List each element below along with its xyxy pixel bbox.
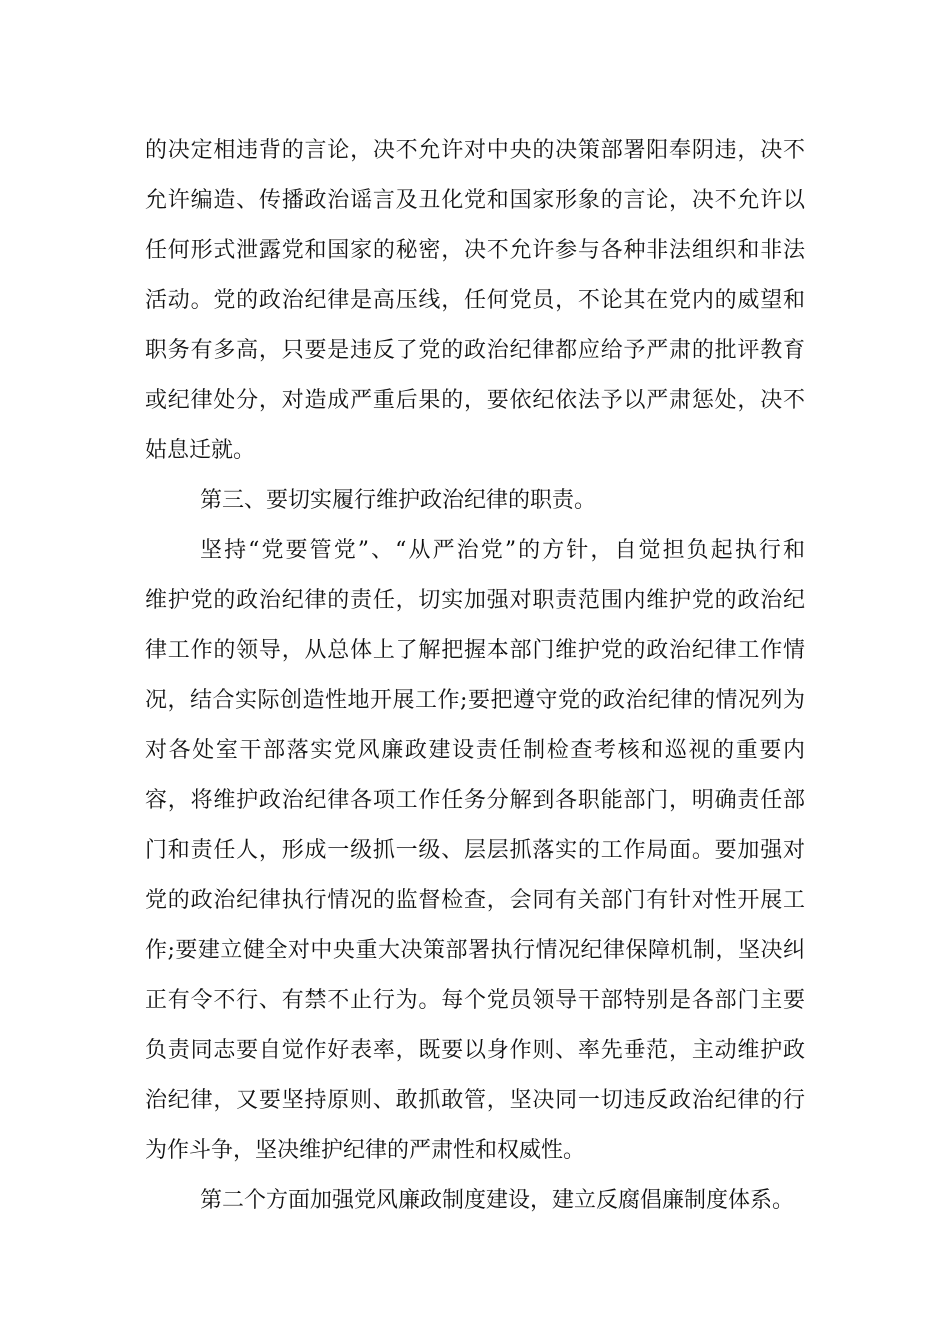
text-line: 负责同志要自觉作好表率，既要以身作则、率先垂范，主动维护政 [145, 1038, 805, 1063]
text-line: 党的政治纪律执行情况的监督检查，会同有关部门有针对性开展工 [145, 888, 805, 913]
text-line: 门和责任人，形成一级抓一级、层层抓落实的工作局面。要加强对 [145, 838, 805, 863]
text-line: 活动。党的政治纪律是高压线，任何党员，不论其在党内的威望和 [145, 288, 805, 313]
text-line: 律工作的领导，从总体上了解把握本部门维护党的政治纪律工作情 [145, 638, 805, 663]
text-line: 职务有多高，只要是违反了党的政治纪律都应给予严肃的批评教育 [145, 338, 805, 363]
text-line: 况，结合实际创造性地开展工作;要把遵守党的政治纪律的情况列为 [145, 688, 805, 713]
text-line: 坚持“党要管党”、“从严治党”的方针，自觉担负起执行和 [200, 538, 805, 563]
text-line: 的决定相违背的言论，决不允许对中央的决策部署阳奉阴违，决不 [145, 138, 805, 163]
text-line: 治纪律，又要坚持原则、敢抓敢管，坚决同一切违反政治纪律的行 [145, 1088, 805, 1113]
section-heading: 第二个方面加强党风廉政制度建设，建立反腐倡廉制度体系。 [200, 1188, 795, 1213]
text-line: 允许编造、传播政治谣言及丑化党和国家形象的言论，决不允许以 [145, 188, 805, 213]
text-line: 对各处室干部落实党风廉政建设责任制检查考核和巡视的重要内 [145, 738, 805, 763]
text-line: 正有令不行、有禁不止行为。每个党员领导干部特别是各部门主要 [145, 988, 805, 1013]
text-line: 姑息迁就。 [145, 438, 256, 463]
text-line: 任何形式泄露党和国家的秘密，决不允许参与各种非法组织和非法 [145, 238, 805, 263]
text-line: 容，将维护政治纪律各项工作任务分解到各职能部门，明确责任部 [145, 788, 805, 813]
text-line: 为作斗争，坚决维护纪律的严肃性和权威性。 [145, 1138, 586, 1163]
text-line: 或纪律处分，对造成严重后果的，要依纪依法予以严肃惩处，决不 [145, 388, 805, 413]
section-heading: 第三、要切实履行维护政治纪律的职责。 [200, 488, 597, 513]
text-line: 维护党的政治纪律的责任，切实加强对职责范围内维护党的政治纪 [145, 588, 805, 613]
text-line: 作;要建立健全对中央重大决策部署执行情况纪律保障机制，坚决纠 [145, 938, 805, 963]
